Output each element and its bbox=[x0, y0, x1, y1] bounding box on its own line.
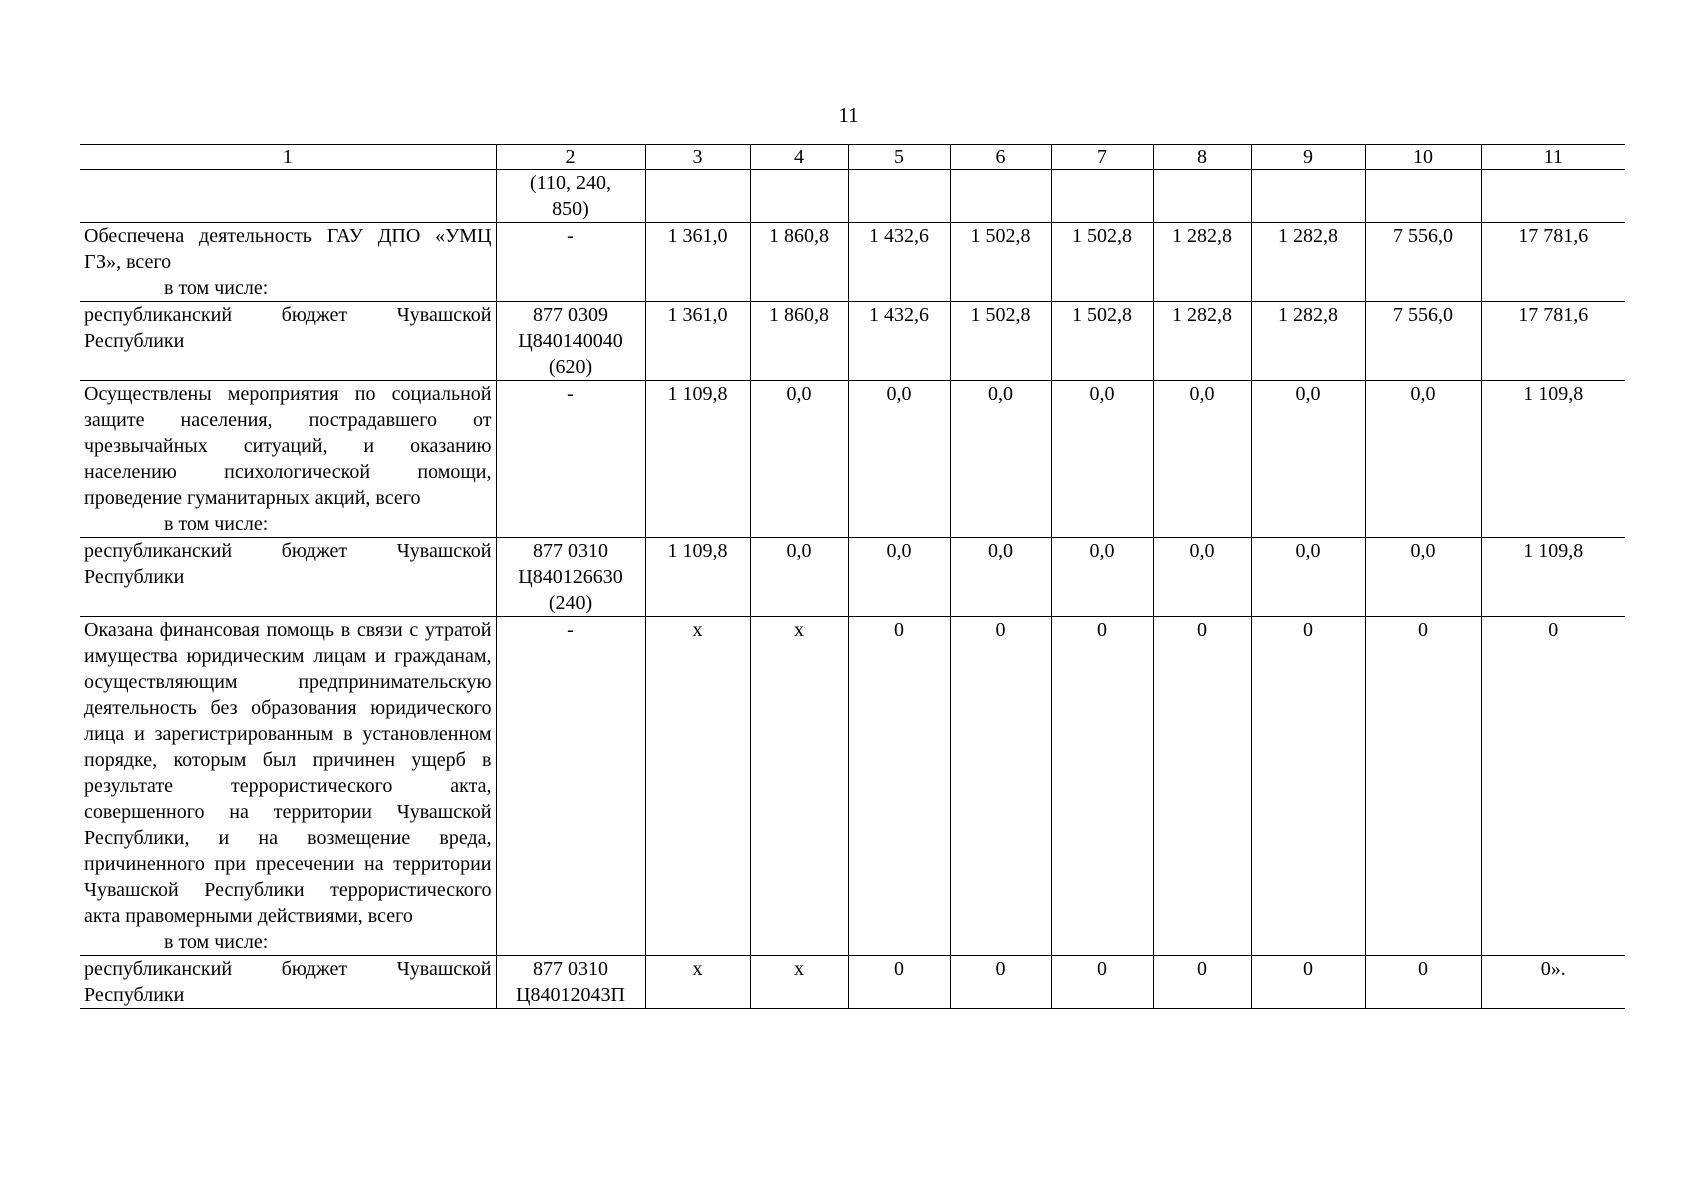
budget-table bbox=[80, 144, 1625, 1009]
column-header: 5 bbox=[848, 145, 950, 170]
budget-code bbox=[496, 956, 645, 1009]
table-row bbox=[80, 302, 1625, 381]
budget-code-line: 877 0309 bbox=[533, 304, 608, 326]
value-cell: 1 502,8 bbox=[1051, 223, 1153, 302]
table-row bbox=[80, 956, 1625, 1009]
value-cell: 0 bbox=[1051, 956, 1153, 1009]
budget-code-line: (110, 240, bbox=[530, 172, 611, 194]
value-cell: 0». bbox=[1481, 956, 1625, 1009]
value-cell bbox=[848, 170, 950, 223]
value-cell: 0,0 bbox=[950, 381, 1051, 538]
value-cell bbox=[750, 170, 848, 223]
description-text: республиканский бюджет Чувашской Республики bbox=[84, 958, 492, 1006]
description-text: Осуществлены мероприятия по социальной защите населения, пострадавшего от чрезвычайных ситуаций, и оказанию населению психологической помощи, проведение гуманитарных акций, всего bbox=[84, 383, 492, 509]
budget-code-line: - bbox=[567, 225, 574, 247]
value-cell: 0 bbox=[1153, 617, 1251, 956]
value-cell: 1 860,8 bbox=[750, 302, 848, 381]
column-header: 1 bbox=[80, 145, 496, 170]
value-cell: х bbox=[750, 956, 848, 1009]
value-cell: 1 432,6 bbox=[848, 302, 950, 381]
table-row bbox=[80, 381, 1625, 538]
page-number: 11 bbox=[838, 103, 859, 127]
value-cell: 1 109,8 bbox=[645, 538, 750, 617]
budget-code-line: Ц840140040 bbox=[518, 330, 623, 352]
budget-code-line: Ц84012043П bbox=[516, 984, 625, 1006]
budget-code bbox=[496, 170, 645, 223]
value-cell: 1 860,8 bbox=[750, 223, 848, 302]
value-cell: 0,0 bbox=[750, 538, 848, 617]
value-cell: 0,0 bbox=[1051, 381, 1153, 538]
value-cell: 7 556,0 bbox=[1365, 302, 1481, 381]
column-header: 3 bbox=[645, 145, 750, 170]
table-row bbox=[80, 538, 1625, 617]
value-cell: 17 781,6 bbox=[1481, 302, 1625, 381]
value-cell: 1 282,8 bbox=[1251, 223, 1365, 302]
value-cell bbox=[1481, 170, 1625, 223]
column-header: 6 bbox=[950, 145, 1051, 170]
value-cell: 1 502,8 bbox=[1051, 302, 1153, 381]
row-description bbox=[80, 617, 496, 956]
value-cell: 1 109,8 bbox=[1481, 381, 1625, 538]
value-cell bbox=[645, 170, 750, 223]
budget-code-line: 877 0310 bbox=[533, 540, 608, 562]
value-cell: 1 282,8 bbox=[1251, 302, 1365, 381]
value-cell bbox=[1153, 170, 1251, 223]
value-cell: 1 432,6 bbox=[848, 223, 950, 302]
value-cell: 0 bbox=[1365, 617, 1481, 956]
value-cell: 0,0 bbox=[1153, 538, 1251, 617]
value-cell: 0,0 bbox=[1251, 538, 1365, 617]
value-cell: 1 502,8 bbox=[950, 302, 1051, 381]
value-cell: 0 bbox=[1481, 617, 1625, 956]
column-header: 8 bbox=[1153, 145, 1251, 170]
budget-code bbox=[496, 538, 645, 617]
value-cell bbox=[950, 170, 1051, 223]
value-cell: 0 bbox=[1051, 617, 1153, 956]
row-description bbox=[80, 381, 496, 538]
value-cell: 0,0 bbox=[1251, 381, 1365, 538]
value-cell: 1 502,8 bbox=[950, 223, 1051, 302]
description-text: Обеспечена деятельность ГАУ ДПО «УМЦ ГЗ», всего bbox=[84, 225, 492, 273]
row-description bbox=[80, 956, 496, 1009]
value-cell bbox=[1365, 170, 1481, 223]
value-cell: 0 bbox=[1153, 956, 1251, 1009]
value-cell: 0,0 bbox=[750, 381, 848, 538]
budget-code-line: - bbox=[567, 383, 574, 405]
budget-code bbox=[496, 617, 645, 956]
budget-code bbox=[496, 381, 645, 538]
header-row bbox=[80, 145, 1625, 170]
value-cell: х bbox=[750, 617, 848, 956]
column-header: 10 bbox=[1365, 145, 1481, 170]
row-description bbox=[80, 302, 496, 381]
budget-code-line: 850) bbox=[552, 198, 589, 220]
value-cell bbox=[1051, 170, 1153, 223]
budget-code-line: 877 0310 bbox=[533, 958, 608, 980]
value-cell: 0 bbox=[848, 617, 950, 956]
value-cell: 0,0 bbox=[1365, 538, 1481, 617]
table-row bbox=[80, 617, 1625, 956]
column-header: 9 bbox=[1251, 145, 1365, 170]
description-text: республиканский бюджет Чувашской Республики bbox=[84, 304, 492, 352]
column-header: 4 bbox=[750, 145, 848, 170]
column-header: 11 bbox=[1481, 145, 1625, 170]
including-label: в том числе: bbox=[164, 931, 269, 953]
row-description bbox=[80, 170, 496, 223]
value-cell: 1 282,8 bbox=[1153, 223, 1251, 302]
value-cell: 0 bbox=[1251, 956, 1365, 1009]
value-cell: 1 109,8 bbox=[1481, 538, 1625, 617]
budget-code-line: (620) bbox=[548, 356, 593, 378]
value-cell: 0,0 bbox=[1051, 538, 1153, 617]
budget-code bbox=[496, 223, 645, 302]
value-cell: 1 361,0 bbox=[645, 302, 750, 381]
budget-code bbox=[496, 302, 645, 381]
value-cell: 0 bbox=[950, 956, 1051, 1009]
row-description bbox=[80, 223, 496, 302]
budget-code-line: (240) bbox=[548, 592, 593, 614]
including-label: в том числе: bbox=[164, 513, 269, 535]
description-text: республиканский бюджет Чувашской Республики bbox=[84, 540, 492, 588]
budget-code-line: - bbox=[567, 619, 574, 641]
table-row bbox=[80, 223, 1625, 302]
value-cell: 17 781,6 bbox=[1481, 223, 1625, 302]
row-description bbox=[80, 538, 496, 617]
description-text: Оказана финансовая помощь в связи с утратой имущества юридическим лицам и гражданам, осуществляющим предпринимательскую деятельность без образования юридического лица и зарегистрированным в установленном порядке, которым был причинен ущерб в результате террористического акта, совершенного на территории Чувашской Республики, и на возмещение вреда, причиненного при пресечении на территории Чувашской Республики террористического акта правомерными действиями, всего bbox=[84, 619, 492, 927]
value-cell: х bbox=[645, 617, 750, 956]
value-cell: 1 361,0 bbox=[645, 223, 750, 302]
column-header: 2 bbox=[496, 145, 645, 170]
budget-code-line: Ц840126630 bbox=[518, 566, 623, 588]
value-cell: 0,0 bbox=[848, 538, 950, 617]
value-cell: 0 bbox=[950, 617, 1051, 956]
value-cell: х bbox=[645, 956, 750, 1009]
value-cell: 0,0 bbox=[1365, 381, 1481, 538]
value-cell: 1 282,8 bbox=[1153, 302, 1251, 381]
value-cell: 1 109,8 bbox=[645, 381, 750, 538]
value-cell: 0,0 bbox=[950, 538, 1051, 617]
value-cell: 0 bbox=[1365, 956, 1481, 1009]
value-cell: 0,0 bbox=[848, 381, 950, 538]
table-row bbox=[80, 170, 1625, 223]
column-header: 7 bbox=[1051, 145, 1153, 170]
value-cell: 0 bbox=[848, 956, 950, 1009]
value-cell: 7 556,0 bbox=[1365, 223, 1481, 302]
including-label: в том числе: bbox=[164, 277, 269, 299]
value-cell: 0 bbox=[1251, 617, 1365, 956]
value-cell: 0,0 bbox=[1153, 381, 1251, 538]
value-cell bbox=[1251, 170, 1365, 223]
